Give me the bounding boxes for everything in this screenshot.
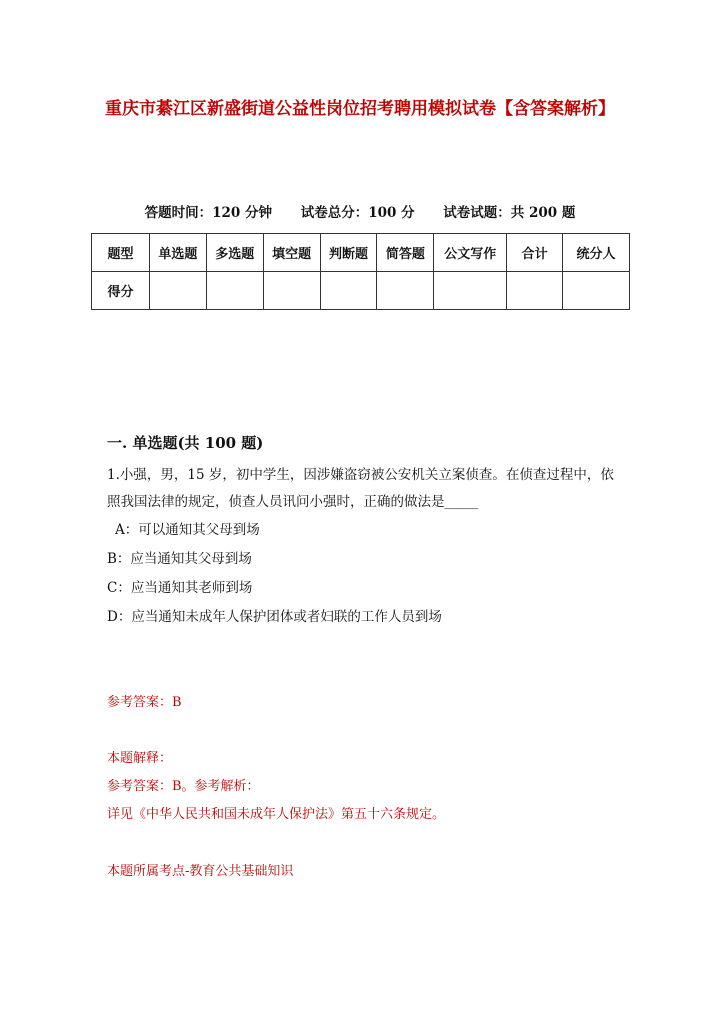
score-cell [206, 272, 263, 310]
score-table [91, 233, 630, 310]
option-a: A：可以通知其父母到场 [115, 522, 260, 538]
score-table-header-row [92, 234, 630, 272]
header-cell: 单选题 [149, 234, 206, 272]
score-table-score-row [92, 272, 630, 310]
header-cell: 简答题 [377, 234, 434, 272]
header-cell: 题型 [92, 234, 150, 272]
exam-time: 答题时间：120 分钟 [144, 205, 272, 221]
score-cell [563, 272, 630, 310]
header-cell: 判断题 [320, 234, 377, 272]
section-title: 一. 单选题(共 100 题) [107, 434, 264, 452]
header-cell: 填空题 [263, 234, 320, 272]
option-b: B：应当通知其父母到场 [107, 551, 252, 567]
answer-line: 参考答案：B [107, 695, 182, 710]
exam-total-score: 试卷总分：100 分 [300, 205, 415, 221]
score-cell [320, 272, 377, 310]
header-cell: 公文写作 [434, 234, 507, 272]
option-d: D：应当通知未成年人保护团体或者妇联的工作人员到场 [107, 609, 442, 625]
header-cell: 多选题 [206, 234, 263, 272]
explanation-answer: 参考答案：B。参考解析： [107, 779, 260, 794]
option-c: C：应当通知其老师到场 [107, 580, 253, 596]
row-label-cell: 得分 [92, 272, 150, 310]
score-cell [263, 272, 320, 310]
exam-meta [0, 201, 720, 221]
question-block [107, 462, 617, 632]
score-cell [507, 272, 563, 310]
question-text: 1.小强，男，15 岁，初中学生，因涉嫌盗窃被公安机关立案侦查。在侦查过程中，依照我国法律的规定，侦查人员讯问小强时，正确的做法是_____ [107, 467, 614, 510]
score-cell [149, 272, 206, 310]
header-cell: 合计 [507, 234, 563, 272]
page-title: 重庆市綦江区新盛街道公益性岗位招考聘用模拟试卷【含答案解析】 [105, 99, 615, 119]
header-cell: 统分人 [563, 234, 630, 272]
exam-question-count: 试卷试题：共 200 题 [443, 205, 576, 221]
explanation-detail: 详见《中华人民共和国未成年人保护法》第五十六条规定。 [107, 807, 446, 822]
topic-line: 本题所属考点-教育公共基础知识 [107, 864, 294, 879]
explanation-heading: 本题解释： [107, 751, 173, 766]
score-cell [434, 272, 507, 310]
score-cell [377, 272, 434, 310]
